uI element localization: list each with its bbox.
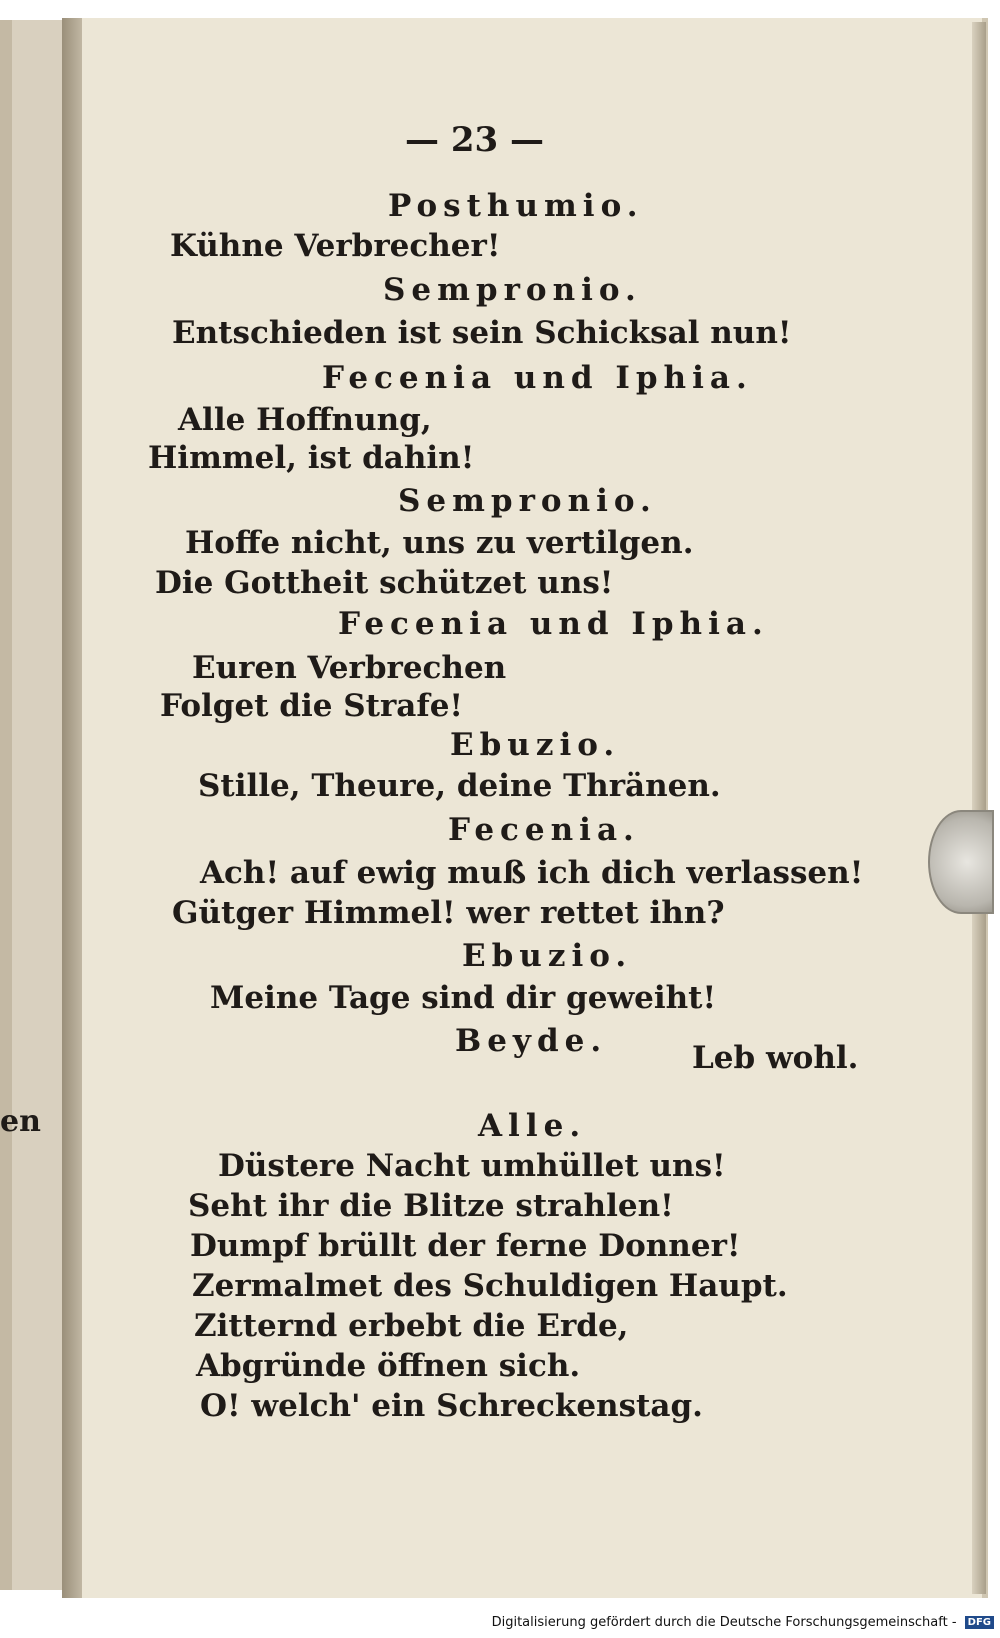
speaker-beyde: Beyde. [455, 1023, 608, 1059]
text-line: Euren Verbrechen [192, 650, 507, 686]
text-line: Düstere Nacht umhüllet uns! [218, 1148, 726, 1184]
text-line: O! welch' ein Schreckenstag. [200, 1388, 703, 1424]
text-line: Himmel, ist dahin! [148, 440, 475, 476]
speaker-ebuzio: Ebuzio. [462, 938, 633, 974]
text-line: Dumpf brüllt der ferne Donner! [190, 1228, 741, 1264]
speaker-fecenia-iphia: Fecenia und Iphia. [322, 360, 753, 396]
speaker-sempronio: Sempronio. [398, 483, 657, 519]
text-line: Meine Tage sind dir geweiht! [210, 980, 717, 1016]
text-line: Zitternd erbebt die Erde, [194, 1308, 629, 1344]
text-line: Die Gottheit schützet uns! [155, 565, 614, 601]
footer-credit [492, 1615, 994, 1630]
speaker-sempronio: Sempronio. [383, 272, 642, 308]
speaker-fecenia: Fecenia. [448, 812, 640, 848]
text-line: Entschieden ist sein Schicksal nun! [172, 315, 792, 351]
text-line: Ach! auf ewig muß ich dich verlassen! [200, 855, 864, 891]
page-clip [928, 810, 994, 914]
text-line: Seht ihr die Blitze strahlen! [188, 1188, 674, 1224]
text-line: Stille, Theure, deine Thränen. [198, 768, 721, 804]
text-line: Kühne Verbrecher! [170, 228, 501, 264]
speaker-alle: Alle. [478, 1108, 587, 1144]
left-page-edge [0, 20, 12, 1590]
text-line: Folget die Strafe! [160, 688, 464, 724]
text-line: Zermalmet des Schuldigen Haupt. [192, 1268, 788, 1304]
footer-text: Digitalisierung gefördert durch die Deutsche Forschungsgemeinschaft - [491, 1615, 957, 1630]
speaker-fecenia-iphia: Fecenia und Iphia. [338, 606, 769, 642]
page-number: — 23 — [405, 120, 544, 160]
dfg-logo: DFG [965, 1616, 994, 1629]
speaker-ebuzio: Ebuzio. [450, 727, 621, 763]
text-line: Gütger Himmel! wer rettet ihn? [172, 895, 725, 931]
page-edge [972, 22, 986, 1594]
text-line: Alle Hoffnung, [178, 402, 432, 438]
text-line: Leb wohl. [692, 1040, 859, 1076]
text-line: Hoffe nicht, uns zu vertilgen. [185, 525, 694, 561]
speaker-posthumio: Posthumio. [388, 188, 644, 224]
left-page-fragment: en [0, 1104, 41, 1139]
text-line: Abgründe öffnen sich. [196, 1348, 581, 1384]
